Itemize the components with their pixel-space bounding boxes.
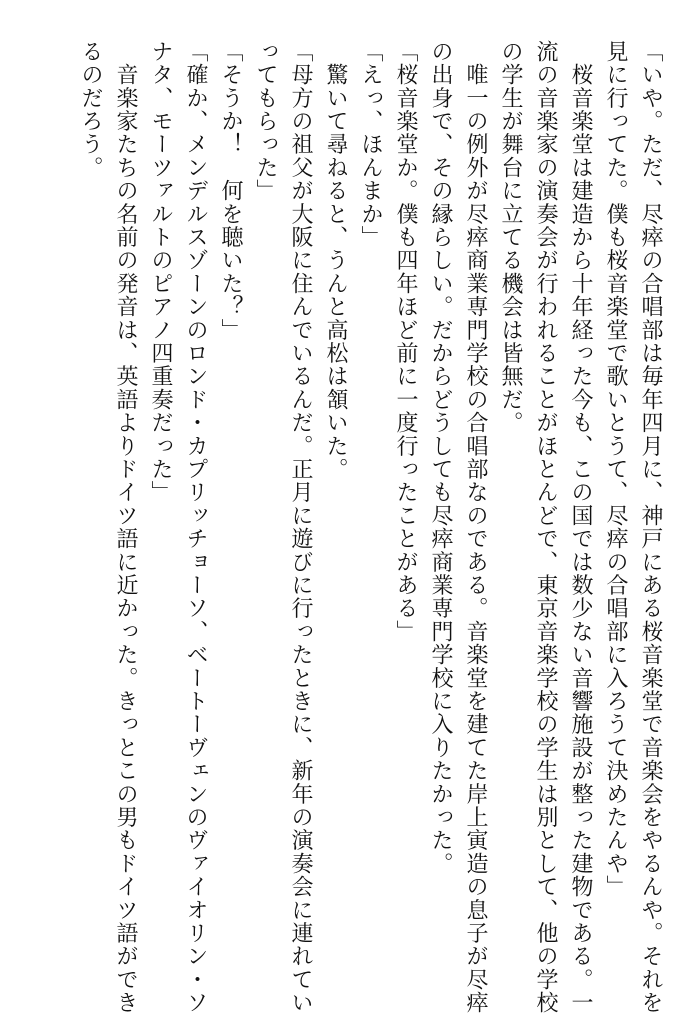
text-line: 桜音楽堂は建造から十年経った今も、この国では数少ない音響施設が整った建物である。一: [568, 40, 593, 1015]
text-line: 唯一の例外が尽瘁商業専門学校の合唱部なのである。音楽堂を建てた岸上寅造の息子が尽瘁: [463, 40, 488, 1015]
text-line: 音楽家たちの名前の発音は、英語よりドイツ語に近かった。きっとこの男もドイツ語ができ: [113, 40, 138, 1015]
text-line: 見に行ってた。僕も桜音楽堂で歌いとうて、尽瘁の合唱部に入ろうて決めたんや」: [603, 40, 628, 899]
text-line: の出身で、その縁らしい。だからどうしても尽瘁商業専門学校に入りたかった。: [428, 40, 453, 876]
text-line: 「えっ、ほんまか」: [358, 40, 383, 249]
text-line: 「確か、メンデルスゾーンのロンド・カプリッチョーソ、ベートーヴェンのヴァイオリン・ソ: [183, 40, 208, 1015]
text-line: 流の音楽家の演奏会が行われることがほとんどで、東京音楽学校の学生は別として、他の学校: [533, 40, 558, 1015]
text-line: 「いや。ただ、尽瘁の合唱部は毎年四月に、神戸にある桜音楽堂で音楽会をやるんや。それを: [638, 40, 663, 1015]
vertical-text-body: [28, 40, 668, 1015]
text-line: ってもらった」: [253, 40, 278, 203]
text-line: 「母方の祖父が大阪に住んでいるんだ。正月に遊びに行ったときに、新年の演奏会に連れてい: [288, 40, 313, 1015]
text-line: ナタ、モーツァルトのピアノ四重奏だった」: [148, 40, 173, 504]
text-line: の学生が舞台に立てる機会は皆無だ。: [498, 40, 523, 435]
text-line: るのだろう。: [78, 40, 103, 180]
text-line: 「そうか！ 何を聴いた？」: [218, 40, 243, 342]
text-line: 驚いて尋ねると、うんと高松は頷いた。: [323, 40, 348, 481]
text-line: 「桜音楽堂か。僕も四年ほど前に一度行ったことがある」: [393, 40, 418, 644]
